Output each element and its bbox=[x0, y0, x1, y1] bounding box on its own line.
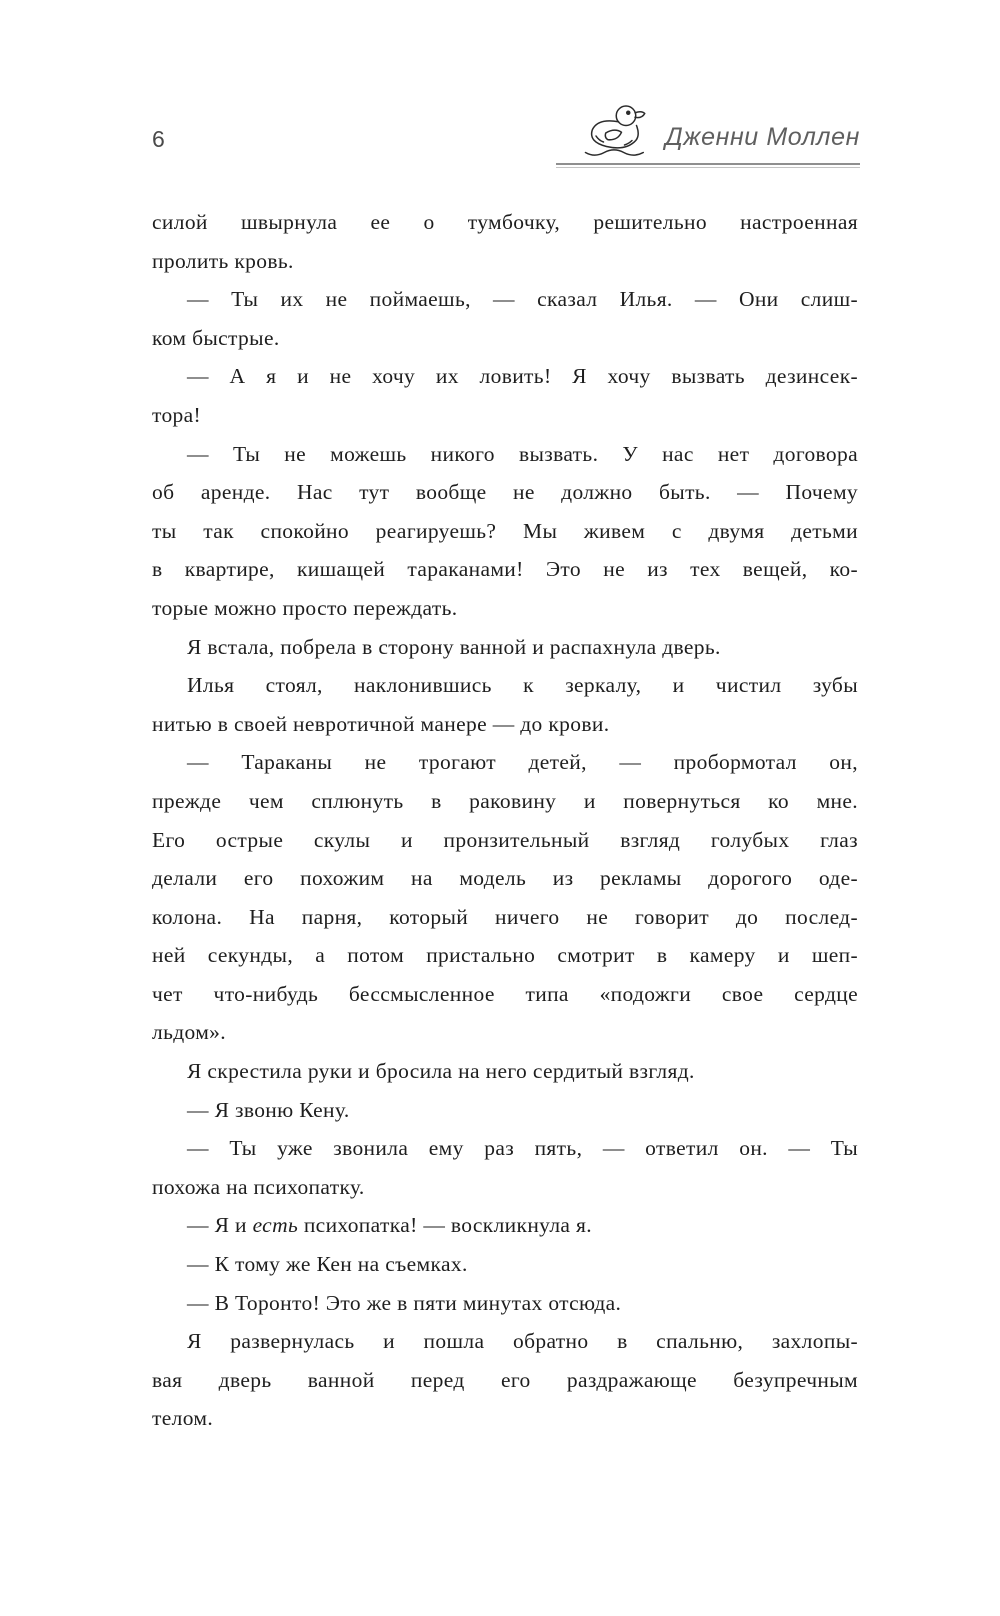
paragraph bbox=[152, 435, 858, 628]
header-rule bbox=[556, 163, 860, 168]
text-line: — Ты уже звонила ему раз пять, — ответил он. — Ты bbox=[187, 1136, 858, 1161]
text-line: — Ты их не поймаешь, — сказал Илья. — Они слиш- bbox=[187, 287, 858, 312]
duck-icon bbox=[579, 100, 655, 160]
text-line: ней секунды, а потом пристально смотрит в камеру и шеп- bbox=[152, 943, 858, 968]
text-line bbox=[152, 1206, 858, 1245]
text-line: торые можно просто переждать. bbox=[152, 595, 458, 620]
text-line: — А я и не хочу их ловить! Я хочу вызвать дезинсек- bbox=[187, 364, 858, 389]
text-line: телом. bbox=[152, 1406, 214, 1431]
paragraph bbox=[152, 1091, 858, 1130]
text-segment: психопатка! — воскликнула я. bbox=[298, 1213, 592, 1238]
text-line: ком быстрые. bbox=[152, 325, 280, 350]
text-line: похожа на психопатку. bbox=[152, 1174, 365, 1199]
paragraph bbox=[152, 1245, 858, 1284]
text-line: ты так спокойно реагируешь? Мы живем с двумя детьми bbox=[152, 518, 858, 543]
text-line: Его острые скулы и пронзительный взгляд голубых глаз bbox=[152, 827, 858, 852]
text-line: об аренде. Нас тут вообще не должно быть. — Почему bbox=[152, 480, 858, 505]
text-line: вая дверь ванной перед его раздражающе безупречным bbox=[152, 1367, 858, 1392]
italic-text: есть bbox=[252, 1213, 299, 1238]
text-line: нитью в своей невротичной манере — до крови. bbox=[152, 711, 610, 736]
author-name: Дженни Моллен bbox=[665, 123, 860, 151]
paragraph bbox=[152, 1129, 858, 1206]
paragraph bbox=[152, 357, 858, 434]
text-line: — Я звоню Кену. bbox=[187, 1097, 350, 1122]
text-line: — К тому же Кен на съемках. bbox=[187, 1252, 468, 1277]
paragraph bbox=[152, 1284, 858, 1323]
text-line: — Тараканы не трогают детей, — пробормотал он, bbox=[187, 750, 858, 775]
text-line: делали его похожим на модель из рекламы дорогого оде- bbox=[152, 866, 858, 891]
paragraph bbox=[152, 1206, 858, 1245]
paragraph bbox=[152, 666, 858, 743]
text-line: тора! bbox=[152, 402, 202, 427]
paragraph bbox=[152, 1322, 858, 1438]
text-line: пролить кровь. bbox=[152, 248, 294, 273]
paragraph bbox=[152, 280, 858, 357]
text-line: чет что-нибудь бессмысленное типа «подожги свое сердце bbox=[152, 981, 858, 1006]
text-line: Я скрестила руки и бросила на него сердитый взгляд. bbox=[187, 1059, 695, 1084]
text-line: силой швырнула ее о тумбочку, решительно настроенная bbox=[152, 210, 858, 234]
paragraph bbox=[152, 743, 858, 1052]
paragraph bbox=[152, 1052, 858, 1091]
text-segment: — Я и bbox=[187, 1213, 253, 1238]
running-header bbox=[152, 100, 860, 170]
text-line: колона. На парня, который ничего не говорит до послед- bbox=[152, 904, 858, 929]
text-line: льдом». bbox=[152, 1020, 226, 1045]
paragraph bbox=[152, 628, 858, 667]
paragraph bbox=[152, 203, 858, 280]
running-head-group bbox=[579, 100, 860, 160]
text-line: Илья стоял, наклонившись к зеркалу, и чистил зубы bbox=[187, 673, 858, 698]
text-line: — В Торонто! Это же в пяти минутах отсюда. bbox=[187, 1290, 622, 1315]
text-block bbox=[152, 203, 858, 1438]
text-line: — Ты не можешь никого вызвать. У нас нет договора bbox=[187, 441, 858, 466]
text-line: Я встала, побрела в сторону ванной и распахнула дверь. bbox=[187, 634, 721, 659]
text-line: в квартире, кишащей тараканами! Это не из тех вещей, ко- bbox=[152, 557, 858, 582]
text-line: Я развернулась и пошла обратно в спальню, захлопы- bbox=[187, 1329, 858, 1354]
text-line: прежде чем сплюнуть в раковину и повернуться ко мне. bbox=[152, 788, 858, 813]
page-number: 6 bbox=[152, 126, 165, 152]
